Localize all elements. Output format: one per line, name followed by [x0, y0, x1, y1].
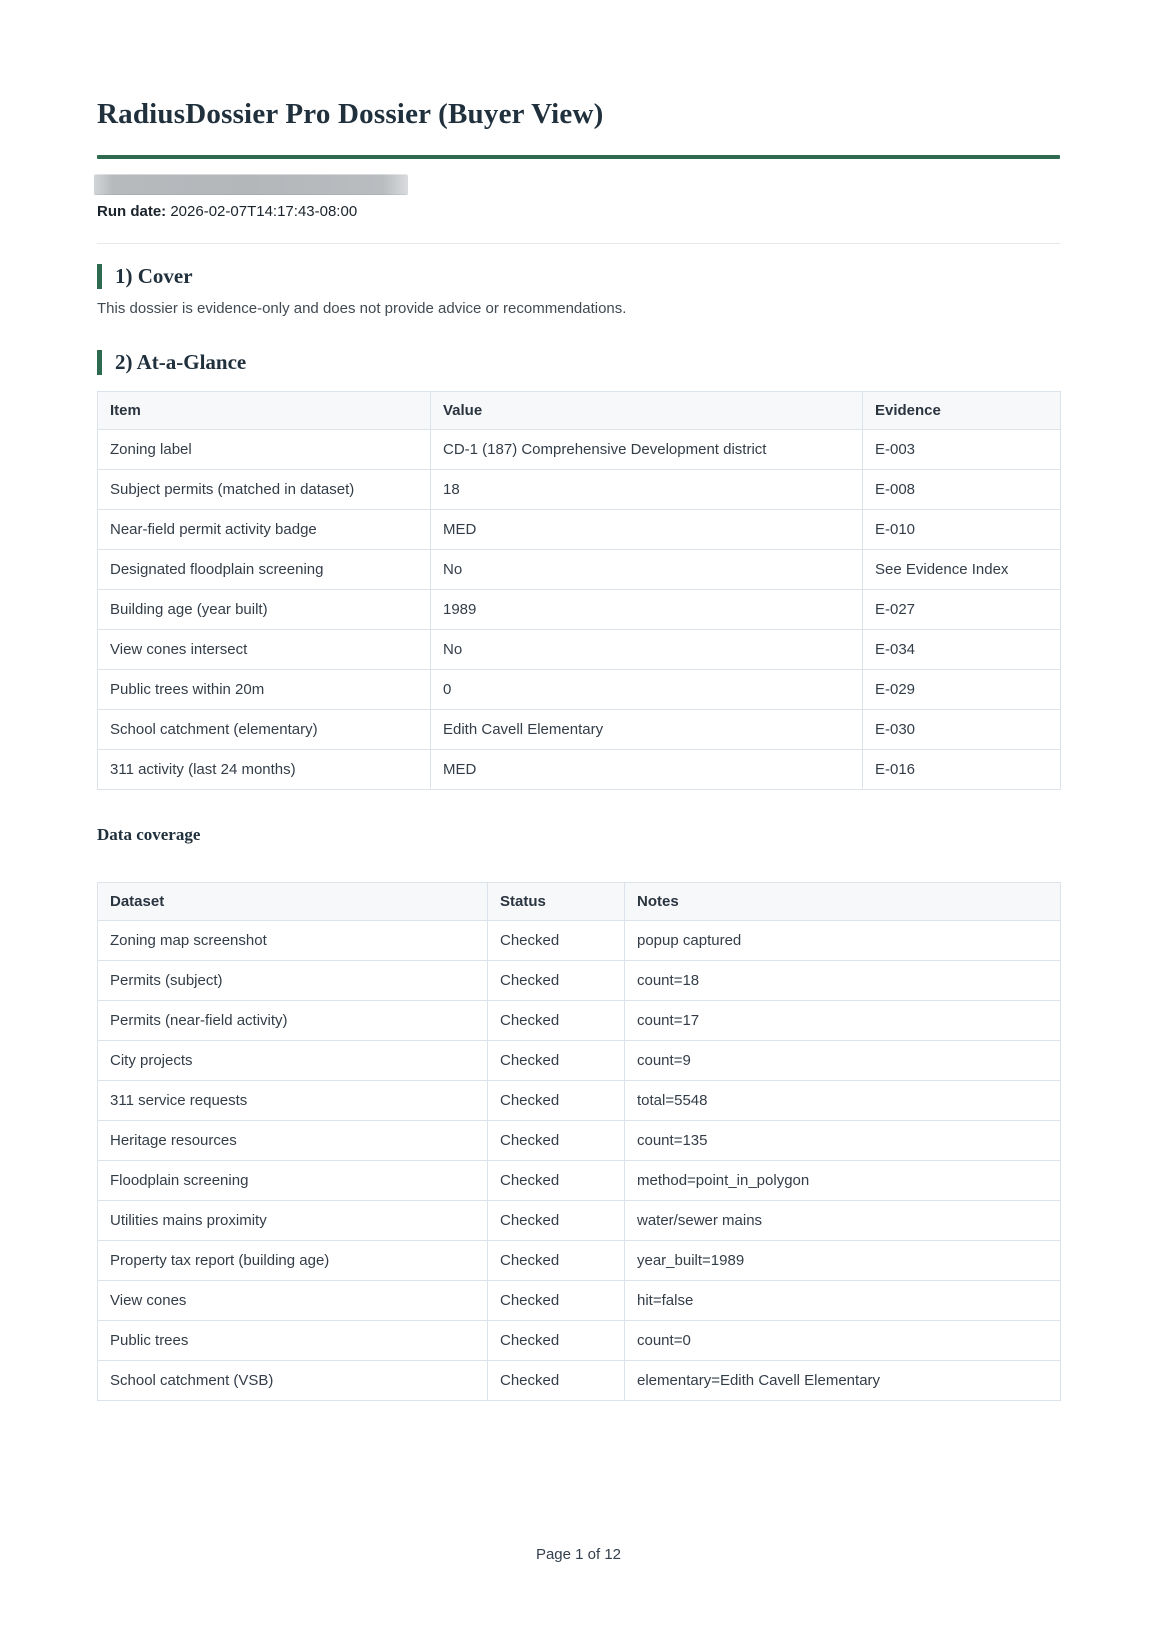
table-cell: count=0	[625, 1321, 1061, 1361]
column-header-evidence: Evidence	[863, 392, 1061, 430]
data-coverage-heading: Data coverage	[97, 825, 201, 844]
run-date-label: Run date:	[97, 203, 167, 220]
table-cell: Designated floodplain screening	[98, 550, 431, 590]
table-row	[98, 1041, 1061, 1081]
table-cell: 311 service requests	[98, 1081, 488, 1121]
column-header-notes: Notes	[625, 883, 1061, 921]
table-cell: School catchment (VSB)	[98, 1361, 488, 1401]
table-cell: E-008	[863, 470, 1061, 510]
table-cell: Public trees within 20m	[98, 670, 431, 710]
table-cell: No	[431, 630, 863, 670]
table-cell: E-027	[863, 590, 1061, 630]
table-row	[98, 750, 1061, 790]
table-cell: hit=false	[625, 1281, 1061, 1321]
table-cell: count=17	[625, 1001, 1061, 1041]
table-row	[98, 550, 1061, 590]
table-cell: elementary=Edith Cavell Elementary	[625, 1361, 1061, 1401]
table-row	[98, 1161, 1061, 1201]
table-cell: count=135	[625, 1121, 1061, 1161]
table-cell: Checked	[488, 1361, 625, 1401]
table-cell: CD-1 (187) Comprehensive Development district	[431, 430, 863, 470]
table-cell: Checked	[488, 1121, 625, 1161]
table-cell: Floodplain screening	[98, 1161, 488, 1201]
table-cell: year_built=1989	[625, 1241, 1061, 1281]
table-cell: E-030	[863, 710, 1061, 750]
table-cell: Building age (year built)	[98, 590, 431, 630]
table-cell: count=9	[625, 1041, 1061, 1081]
table-cell: Subject permits (matched in dataset)	[98, 470, 431, 510]
section-heading-cover: 1) Cover	[97, 264, 1060, 289]
at-a-glance-table-body	[98, 430, 1061, 790]
table-cell: Checked	[488, 1001, 625, 1041]
table-cell: E-016	[863, 750, 1061, 790]
table-cell: No	[431, 550, 863, 590]
at-a-glance-table	[97, 391, 1061, 790]
table-cell: E-029	[863, 670, 1061, 710]
table-cell: total=5548	[625, 1081, 1061, 1121]
table-cell: Checked	[488, 1041, 625, 1081]
table-cell: Permits (near-field activity)	[98, 1001, 488, 1041]
table-cell: Checked	[488, 1321, 625, 1361]
at-a-glance-table-header	[98, 392, 1061, 430]
column-header-value: Value	[431, 392, 863, 430]
table-cell: View cones	[98, 1281, 488, 1321]
table-row	[98, 470, 1061, 510]
run-date	[97, 204, 1060, 220]
table-cell: Checked	[488, 961, 625, 1001]
table-row	[98, 630, 1061, 670]
table-cell: See Evidence Index	[863, 550, 1061, 590]
table-cell: Permits (subject)	[98, 961, 488, 1001]
table-cell: Checked	[488, 1201, 625, 1241]
data-coverage-table	[97, 882, 1061, 1401]
table-row	[98, 670, 1061, 710]
table-row	[98, 1001, 1061, 1041]
table-row	[98, 430, 1061, 470]
table-cell: MED	[431, 750, 863, 790]
data-coverage-table-body	[98, 921, 1061, 1401]
table-cell: water/sewer mains	[625, 1201, 1061, 1241]
column-header-status: Status	[488, 883, 625, 921]
redacted-address-block	[94, 174, 408, 195]
table-cell: City projects	[98, 1041, 488, 1081]
table-cell: Edith Cavell Elementary	[431, 710, 863, 750]
table-row	[98, 961, 1061, 1001]
cover-body-text: This dossier is evidence-only and does not provide advice or recommendations.	[97, 300, 627, 317]
table-cell: Property tax report (building age)	[98, 1241, 488, 1281]
table-cell: Public trees	[98, 1321, 488, 1361]
table-cell: 1989	[431, 590, 863, 630]
table-cell: E-034	[863, 630, 1061, 670]
table-cell: 18	[431, 470, 863, 510]
table-row	[98, 921, 1061, 961]
table-cell: popup captured	[625, 921, 1061, 961]
table-cell: count=18	[625, 961, 1061, 1001]
table-row	[98, 590, 1061, 630]
table-cell: E-010	[863, 510, 1061, 550]
table-row	[98, 1241, 1061, 1281]
title-rule	[97, 155, 1060, 159]
section-divider	[97, 243, 1060, 244]
table-cell: Checked	[488, 1081, 625, 1121]
table-row	[98, 1121, 1061, 1161]
table-row	[98, 510, 1061, 550]
table-cell: School catchment (elementary)	[98, 710, 431, 750]
page-number: Page 1 of 12	[535, 1546, 622, 1563]
table-cell: 0	[431, 670, 863, 710]
table-header-row	[98, 392, 1061, 430]
data-coverage-table-header	[98, 883, 1061, 921]
table-cell: Checked	[488, 1241, 625, 1281]
table-cell: Zoning map screenshot	[98, 921, 488, 961]
table-row	[98, 1281, 1061, 1321]
table-row	[98, 1321, 1061, 1361]
table-cell: Zoning label	[98, 430, 431, 470]
table-cell: 311 activity (last 24 months)	[98, 750, 431, 790]
table-row	[98, 1081, 1061, 1121]
section-heading-at-a-glance: 2) At-a-Glance	[97, 350, 1060, 375]
table-row	[98, 710, 1061, 750]
table-cell: Checked	[488, 921, 625, 961]
table-row	[98, 1201, 1061, 1241]
table-cell: E-003	[863, 430, 1061, 470]
page-title: RadiusDossier Pro Dossier (Buyer View)	[97, 98, 604, 130]
run-date-value: 2026-02-07T14:17:43-08:00	[170, 203, 358, 220]
table-cell: method=point_in_polygon	[625, 1161, 1061, 1201]
table-header-row	[98, 883, 1061, 921]
table-cell: Utilities mains proximity	[98, 1201, 488, 1241]
table-cell: Checked	[488, 1281, 625, 1321]
table-cell: Checked	[488, 1161, 625, 1201]
table-cell: Near-field permit activity badge	[98, 510, 431, 550]
table-cell: View cones intersect	[98, 630, 431, 670]
column-header-item: Item	[98, 392, 431, 430]
table-cell: Heritage resources	[98, 1121, 488, 1161]
table-cell: MED	[431, 510, 863, 550]
table-row	[98, 1361, 1061, 1401]
column-header-dataset: Dataset	[98, 883, 488, 921]
